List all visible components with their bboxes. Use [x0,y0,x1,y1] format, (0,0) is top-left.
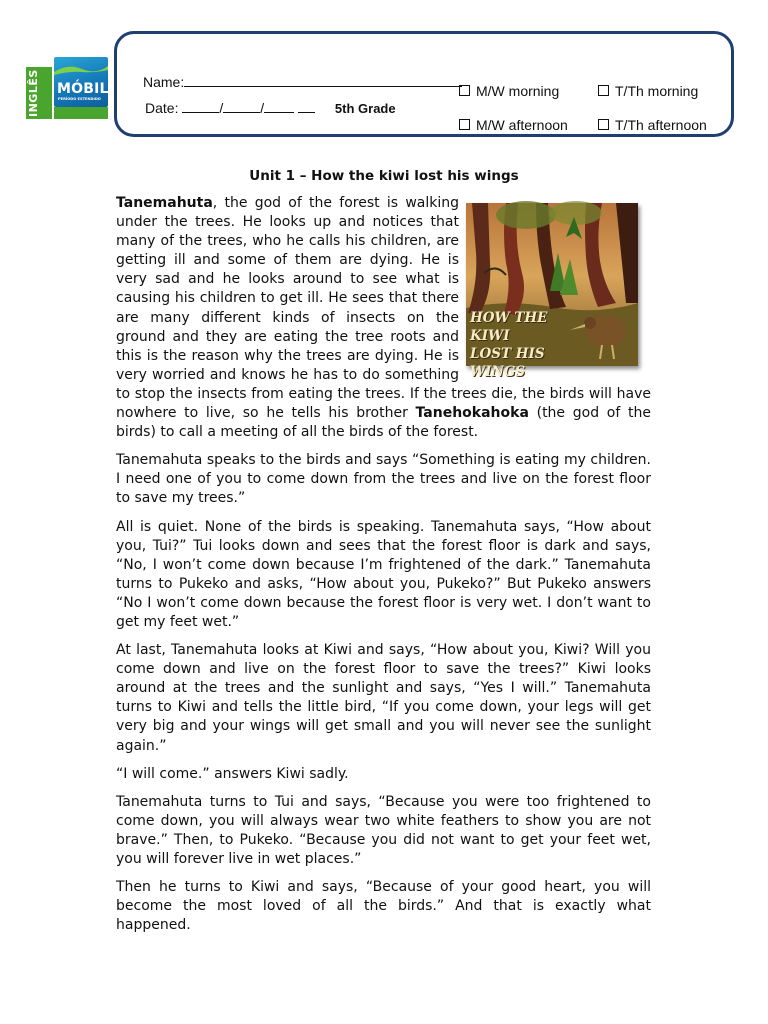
option-tth-afternoon[interactable] [598,117,707,133]
checkbox-icon[interactable] [598,85,609,96]
paragraph-text: , the god of the forest is walking under the trees. He looks up and notices that many of the trees, who he calls his children, are getting ill and some of them are dying. He is very sad and he looks around to see what is causing his children to get ill. He sees that there are many different kinds of insects on the ground and they are eating the tree roots and this is the reason why the trees are dying. He is very worried and knows he has to do something to stop the insects from eating the trees. If the trees die, the birds will have nowhere to live, so he tells his brother [116,195,651,422]
option-label: T/Th morning [615,83,699,99]
option-label: T/Th afternoon [615,117,707,133]
date-label: Date: [145,100,179,116]
student-info-box [114,31,734,137]
paragraph-4: At last, Tanemahuta looks at Kiwi and says, “How about you, Kiwi? Will you come down and live on the forest floor to save the trees?” Kiwi looks around at the trees and the sunlight and says, “Yes I will.” Tanemahuta turns to Kiwi and tells the little bird, “If you come down, your legs will get very big and your wings will get small and you will never see the sunlight again.” [116,642,651,754]
book-title-line: LOST HIS WINGS [470,346,545,380]
paragraph-5: “I will come.” answers Kiwi sadly. [116,765,349,782]
name-blank-line[interactable] [184,74,462,87]
logo-brand: MÓBILE [57,81,119,97]
grade-label: 5th Grade [334,101,396,116]
option-mw-afternoon[interactable] [459,117,568,133]
unit-title: Unit 1 – How the kiwi lost his wings [249,168,519,184]
logo-side-text: INGLÊS [27,69,40,117]
paragraph-text: (the god of the birds) to call a meeting of all the birds of the forest. [116,405,651,441]
date-separator: / [260,100,265,116]
book-title-line: HOW THE KIWI [470,310,548,344]
logo-subtitle: PERÍODO ESTENDIDO [58,97,101,101]
option-label: M/W afternoon [476,117,568,133]
checkbox-icon[interactable] [459,85,470,96]
checkbox-icon[interactable] [598,119,609,130]
date-field[interactable] [145,100,396,116]
name-field[interactable] [143,74,462,90]
character-name: Tanemahuta [116,195,213,211]
date-separator: / [219,100,224,116]
date-extra-blank[interactable] [298,100,315,113]
checkbox-icon[interactable] [459,119,470,130]
paragraph-7: Then he turns to Kiwi and says, “Because of your good heart, you will become the most loved of all the birds.” And that is exactly what happened. [116,879,651,934]
paragraph-6: Tanemahuta turns to Tui and says, “Because you were too frightened to come down, you will always wear two white feathers to show you are not brave.” Then, to Pukeko. “Because you did not want to get your feet wet, you will forever live in wet places.” [116,793,651,867]
school-logo [26,57,119,119]
logo-wave-icon [54,63,108,75]
name-label: Name: [143,74,185,90]
option-label: M/W morning [476,83,560,99]
story-text [116,194,651,944]
paragraph-3: All is quiet. None of the birds is speaking. Tanemahuta says, “How about you, Tui?” Tui looks down and sees that the forest floor is dark and says, “No, I won’t come down because I’m frightened of the dark.” Tanemahuta turns to Pukeko and asks, “How about you, Pukeko?” But Pukeko answers “No I won’t come down because the forest floor is very wet. I don’t want to get my feet wet.” [116,518,651,630]
logo-brand-panel [54,57,119,107]
date-month-blank[interactable] [223,100,260,113]
paragraph-2: Tanemahuta speaks to the birds and says “Something is eating my children. I need one of you to come down from the trees and live on the forest floor to save my trees.” [116,452,651,507]
logo-side-panel [26,67,52,119]
date-year-blank[interactable] [264,100,294,113]
character-name: Tanehokahoka [415,405,529,422]
option-mw-morning[interactable] [459,83,559,99]
image-float-spacer [459,194,651,366]
logo-strip [54,107,108,119]
date-day-blank[interactable] [182,100,219,113]
option-tth-morning[interactable] [598,83,698,99]
